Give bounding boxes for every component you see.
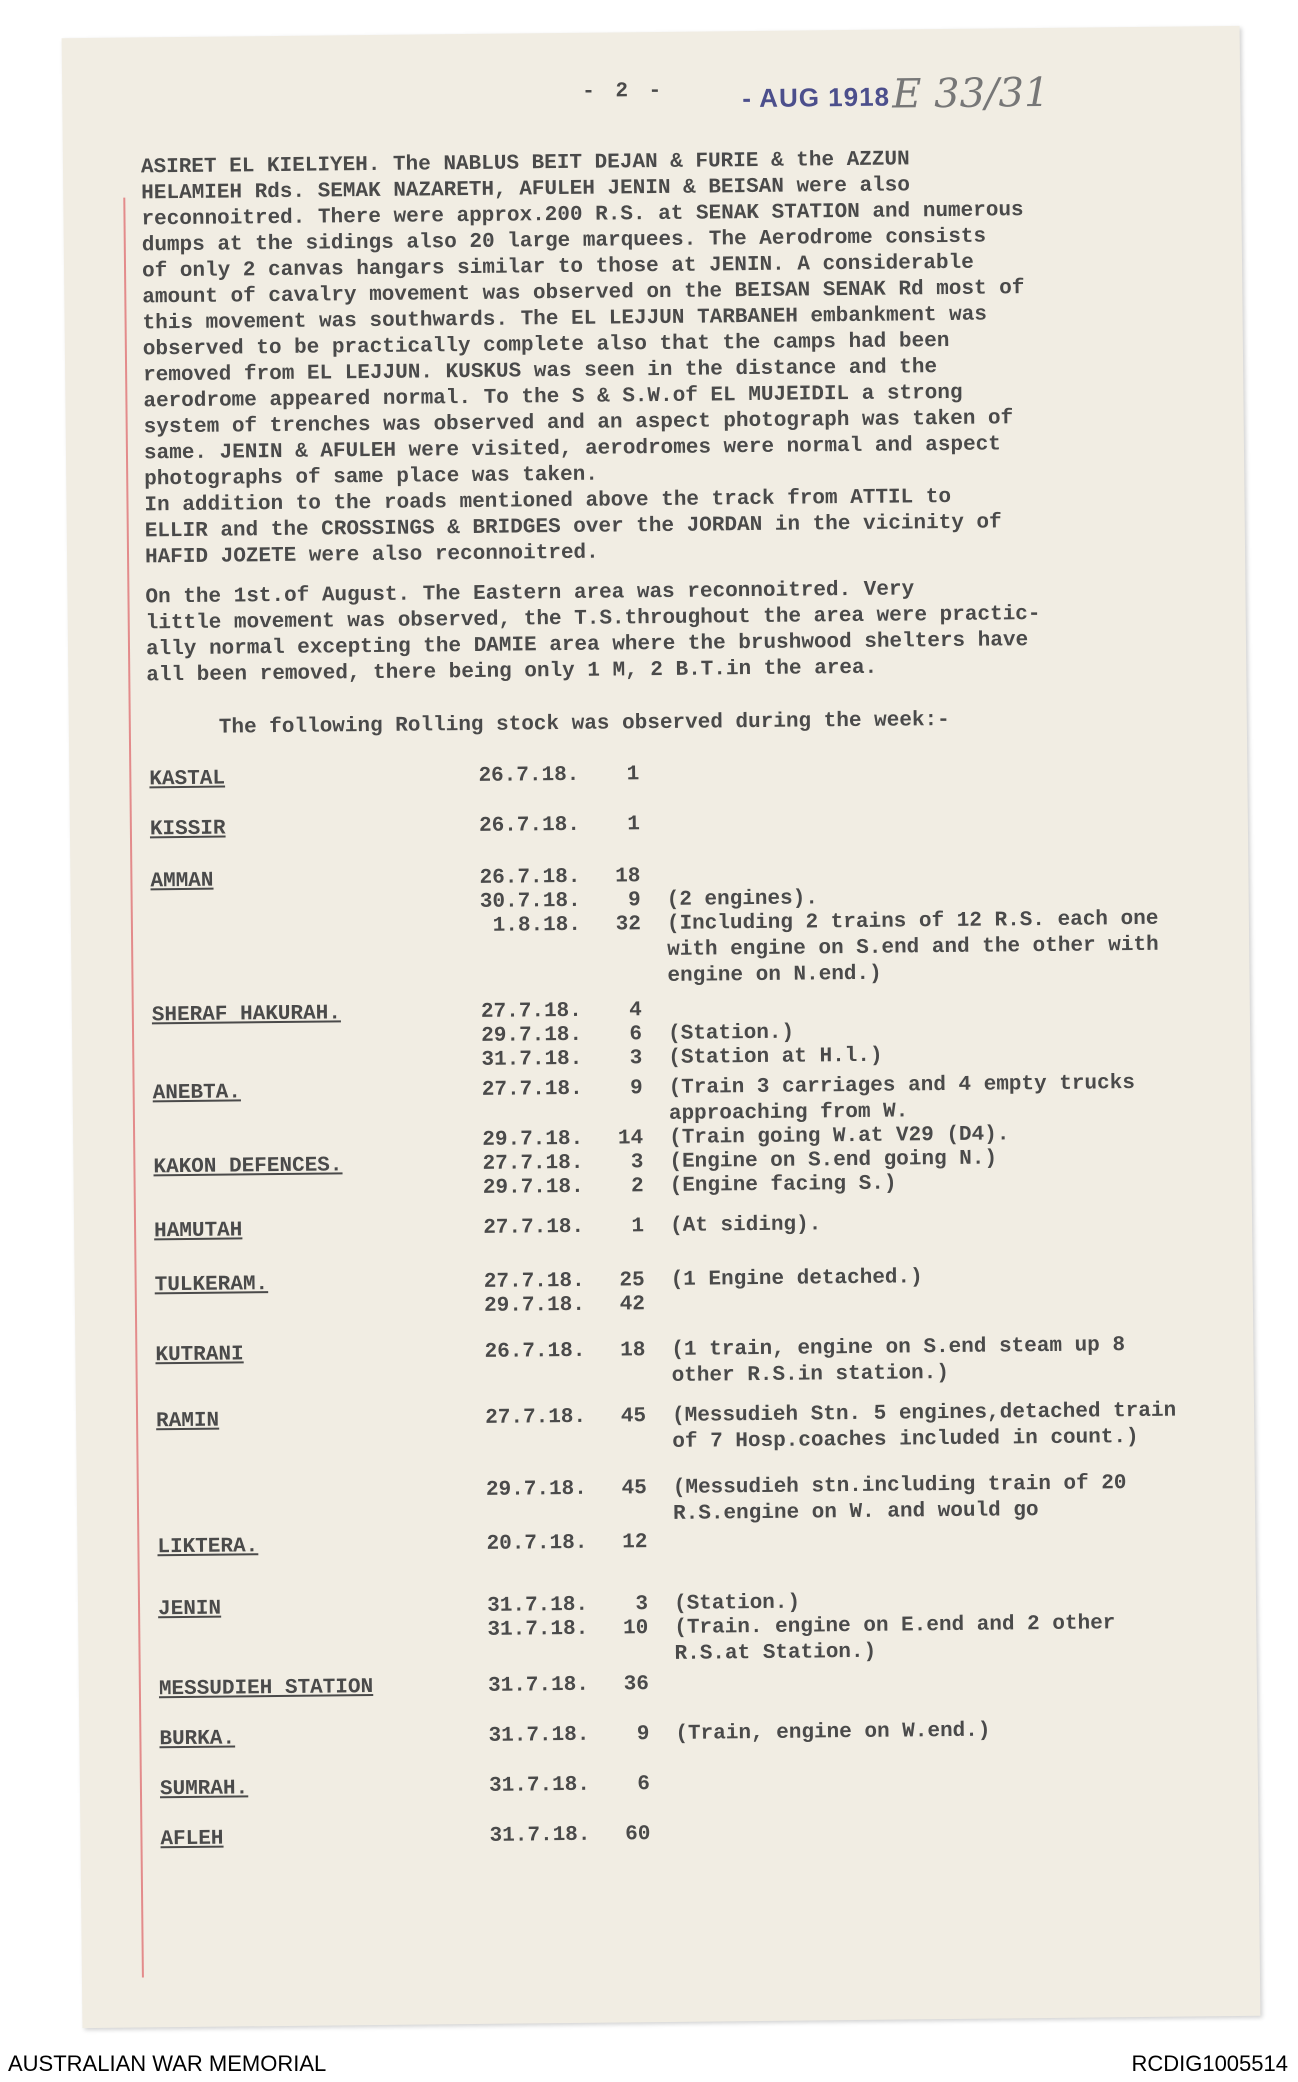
footer-institution: AUSTRALIAN WAR MEMORIAL: [8, 2051, 327, 2076]
entry-note: (1 Engine detached.): [670, 1266, 923, 1292]
entry-date: 26.7.18.: [478, 763, 580, 788]
entry-date: 27.7.18.: [482, 1151, 584, 1176]
place-name: JENIN: [157, 1597, 222, 1622]
place-name: AFLEH: [160, 1827, 224, 1852]
text-line: amount of cavalry movement was observed on the BEISAN SENAK Rd most of: [142, 277, 1025, 310]
place-name: LIKTERA.: [157, 1535, 259, 1560]
entry-note: (2 engines).: [666, 887, 819, 912]
entry-count: 3: [629, 1047, 643, 1071]
rolling-stock-row: [155, 1332, 1255, 1388]
entry-note: (Station.): [667, 1021, 795, 1046]
entry-count: 42: [619, 1293, 646, 1317]
entry-count: 1: [631, 1215, 645, 1239]
entry-count: 18: [615, 865, 641, 889]
entry-note: (Engine on S.end going N.): [669, 1147, 998, 1174]
text-line: this movement was southwards. The EL LEJJUN TARBANEH embankment was: [142, 303, 988, 336]
rolling-stock-row: [160, 1816, 1260, 1852]
entry-date: 31.7.18.: [487, 1617, 589, 1642]
entry-count: 60: [625, 1823, 651, 1847]
text-line: ELLIR and the CROSSINGS & BRIDGES over the JORDAN in the vicinity of: [144, 511, 1002, 544]
entry-note: (Station at H.l.): [668, 1044, 883, 1070]
place-name: TULKERAM.: [154, 1273, 269, 1298]
rolling-stock-row: [154, 1262, 1255, 1318]
entry-date: 26.7.18.: [479, 865, 581, 890]
rolling-stock-row: [151, 992, 1252, 1072]
text-line: HELAMIEH Rds. SEMAK NAZARETH, AFULEH JENIN & BEISAN were also: [141, 174, 911, 206]
entry-count: 1: [627, 813, 641, 837]
place-name: KISSIR: [149, 817, 226, 842]
place-name: KASTAL: [149, 767, 226, 792]
entry-date: 31.7.18.: [488, 1723, 590, 1748]
entry-count: 2: [630, 1175, 644, 1199]
entry-count: 18: [620, 1339, 646, 1363]
body-paragraph-1: [141, 144, 1195, 571]
entry-count: 9: [627, 889, 641, 913]
body-paragraph-2: [145, 574, 1196, 689]
text-line: ASIRET EL KIELIYEH. The NABLUS BEIT DEJAN & FURIE & the AZZUN: [140, 148, 910, 180]
text-line: HAFID JOZETE were also reconnoitred.: [144, 541, 599, 570]
entry-count: 25: [619, 1269, 645, 1293]
text-line: In addition to the roads mentioned above the track from ATTIL to: [144, 485, 952, 518]
entry-date: 29.7.18.: [483, 1293, 586, 1318]
entry-date: 29.7.18.: [485, 1477, 587, 1502]
text-line: same. JENIN & AFULEH were visited, aerodromes were normal and aspect: [143, 433, 1001, 466]
text-line: system of trenches was observed and an aspect photograph was taken of: [143, 407, 1014, 440]
entry-count: 6: [637, 1773, 651, 1797]
entry-count: 45: [620, 1405, 647, 1429]
entry-note: (1 train, engine on S.end steam up 8 other R.S.in station.): [671, 1334, 1126, 1388]
entry-date: 30.7.18.: [479, 889, 581, 914]
entry-note: (Messudieh stn.including train of 20 R.S.engine on W. and would go: [672, 1472, 1127, 1526]
entry-date: 20.7.18.: [486, 1531, 588, 1556]
entry-note: (At siding).: [669, 1213, 822, 1238]
entry-note: (Train. engine on E.end and 2 other R.S.at Station.): [674, 1612, 1116, 1666]
entry-count: 9: [629, 1077, 643, 1101]
rolling-stock-row: [150, 858, 1250, 988]
text-line: little movement was observed, the T.S.throughout the area were practic-: [145, 603, 1041, 636]
place-name: HAMUTAH: [153, 1219, 243, 1244]
entry-count: 6: [629, 1023, 643, 1047]
place-name: ANEBTA.: [152, 1081, 242, 1106]
entry-date: 1.8.18.: [492, 913, 582, 938]
entry-count: 4: [629, 999, 642, 1023]
entry-date: 27.7.18.: [483, 1269, 585, 1294]
entry-date: 27.7.18.: [485, 1405, 587, 1430]
entry-count: 14: [617, 1127, 644, 1151]
text-line: all been removed, there being only 1 M, 2 B.T.in the area.: [146, 656, 878, 688]
date-stamp: - AUG 1918: [742, 81, 891, 114]
rolling-stock-row: [153, 1208, 1254, 1244]
entry-count: 1: [626, 763, 640, 787]
text-line: of only 2 canvas hangars similar to those at JENIN. A considerable: [141, 251, 974, 284]
place-name: SHERAF HAKURAH.: [151, 1002, 341, 1028]
entry-note: (Station.): [673, 1591, 801, 1616]
entry-count: 12: [622, 1531, 648, 1555]
text-line: photographs of same place was taken.: [144, 463, 599, 492]
rolling-stock-row: [157, 1586, 1258, 1666]
rolling-stock-heading: The following Rolling stock was observed during the week:-: [218, 708, 950, 740]
rolling-stock-row: [149, 806, 1250, 842]
rolling-stock-row: [159, 1766, 1260, 1802]
footer-identifier: RCDIG1005514: [1131, 2051, 1288, 2076]
entry-note: (Train going W.at V29 (D4).: [669, 1123, 1010, 1150]
entry-date: 26.7.18.: [484, 1339, 586, 1364]
entry-note: (Engine facing S.): [669, 1172, 897, 1198]
entry-date: 31.7.18.: [487, 1593, 589, 1618]
entry-count: 9: [636, 1723, 650, 1747]
entry-date: 27.7.18.: [480, 999, 582, 1024]
entry-note: (Messudieh Stn. 5 engines,detached train of 7 Hosp.coaches included in count.): [671, 1399, 1177, 1454]
text-line: ally normal excepting the DAMIE area where the brushwood shelters have: [145, 629, 1029, 662]
text-line: On the 1st.of August. The Eastern area was reconnoitred. Very: [145, 578, 915, 610]
entry-note: (Train 3 carriages and 4 empty trucks approaching from W.: [668, 1072, 1136, 1126]
entry-date: 29.7.18.: [482, 1127, 584, 1152]
file-reference: E 33/31: [892, 69, 1050, 118]
entry-date: 29.7.18.: [481, 1023, 583, 1048]
document-page: [62, 26, 1261, 2028]
rolling-stock-row: [149, 756, 1249, 792]
text-line: observed to be practically complete also that the camps had been: [142, 329, 950, 362]
entry-count: 10: [622, 1617, 649, 1641]
text-line: removed from EL LEJJUN. KUSKUS was seen in the distance and the: [143, 356, 938, 388]
place-name: SUMRAH.: [159, 1777, 249, 1802]
entry-date: 27.7.18.: [481, 1077, 583, 1102]
entry-count: 3: [635, 1593, 649, 1617]
entry-date: 31.7.18.: [487, 1673, 590, 1698]
entry-count: 45: [621, 1477, 647, 1501]
entry-count: 36: [623, 1673, 650, 1697]
place-name: MESSUDIEH STATION: [158, 1676, 374, 1702]
entry-date: 27.7.18.: [483, 1215, 585, 1240]
entry-date: 29.7.18.: [482, 1175, 584, 1200]
entry-count: 32: [615, 913, 642, 937]
rolling-stock-row: [159, 1716, 1259, 1752]
text-line: dumps at the sidings also 20 large marquees. The Aerodrome consists: [141, 225, 987, 258]
rolling-stock-row: [155, 1398, 1256, 1526]
entry-date: 31.7.18.: [481, 1047, 583, 1072]
margin-line: [123, 198, 144, 1978]
entry-count: 3: [630, 1151, 644, 1175]
entry-date: 31.7.18.: [488, 1773, 591, 1798]
place-name: KUTRANI: [155, 1343, 244, 1368]
place-name: BURKA.: [159, 1727, 236, 1752]
entry-note: (Train, engine on W.end.): [675, 1719, 991, 1746]
entry-date: 26.7.18.: [478, 813, 581, 838]
place-name: RAMIN: [155, 1409, 220, 1434]
place-name: AMMAN: [150, 869, 214, 894]
text-line: reconnoitred. There were approx.200 R.S. at SENAK STATION and numerous: [141, 199, 1024, 232]
page-number: - 2 -: [582, 79, 666, 104]
place-name: KAKON DEFENCES.: [153, 1154, 343, 1180]
entry-note: (Including 2 trains of 12 R.S. each one with engine on S.end and the other with engine on N.end.): [666, 907, 1159, 988]
text-line: aerodrome appeared normal. To the S & S.W.of EL MUJEIDIL a strong: [143, 381, 963, 414]
entry-date: 31.7.18.: [489, 1823, 591, 1848]
